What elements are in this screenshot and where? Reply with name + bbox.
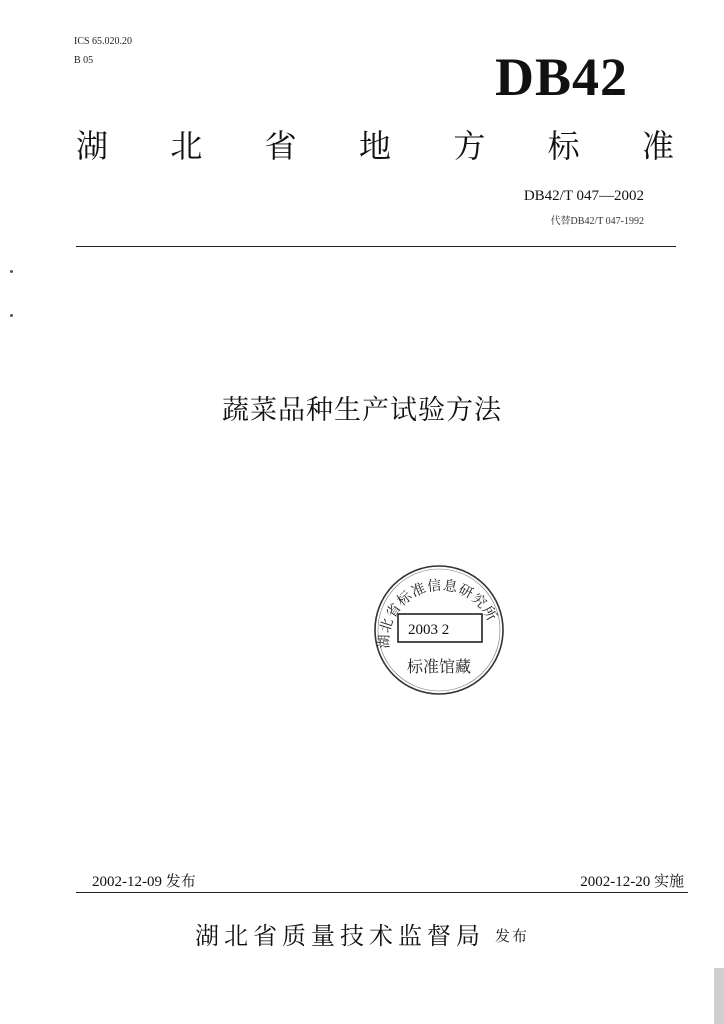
standard-type-char: 准 bbox=[641, 127, 674, 165]
header-divider bbox=[76, 246, 676, 247]
issuing-authority bbox=[0, 916, 724, 951]
document-title: 蔬菜品种生产试验方法 bbox=[222, 395, 502, 426]
standard-type-char: 标 bbox=[547, 127, 580, 165]
standard-type-char: 地 bbox=[358, 127, 391, 165]
ccs-code: B 05 bbox=[74, 55, 94, 66]
standard-type-heading bbox=[76, 127, 674, 165]
stamp-arc-text: 湖北省标准信息研究所 bbox=[376, 577, 500, 649]
scan-speck bbox=[10, 314, 13, 317]
standard-type-char: 北 bbox=[170, 127, 203, 165]
issuer-name: 湖北省质量技术监督局 bbox=[194, 922, 485, 950]
stamp-graphic bbox=[366, 562, 512, 708]
standard-type-char: 省 bbox=[264, 127, 297, 165]
footer-divider bbox=[76, 892, 688, 893]
scan-edge-mark bbox=[714, 968, 724, 1024]
standard-type-char: 湖 bbox=[76, 127, 109, 165]
ics-code: ICS 65.020.20 bbox=[74, 36, 133, 47]
library-stamp bbox=[366, 562, 512, 712]
standard-logo: DB42 bbox=[494, 47, 628, 107]
stamp-bottom-text: 标准馆藏 bbox=[406, 657, 472, 676]
replaces-standard: 代替DB42/T 047-1992 bbox=[550, 216, 644, 227]
standard-number: DB42/T 047—2002 bbox=[523, 188, 644, 204]
implement-date: 2002-12-20 实施 bbox=[580, 874, 684, 890]
scan-speck bbox=[10, 270, 13, 273]
publish-date: 2002-12-09 发布 bbox=[92, 874, 196, 890]
standard-type-char: 方 bbox=[453, 127, 486, 165]
issuer-verb: 发布 bbox=[494, 927, 529, 945]
stamp-date: 2003 2 bbox=[408, 622, 450, 638]
classification-codes bbox=[74, 32, 132, 70]
